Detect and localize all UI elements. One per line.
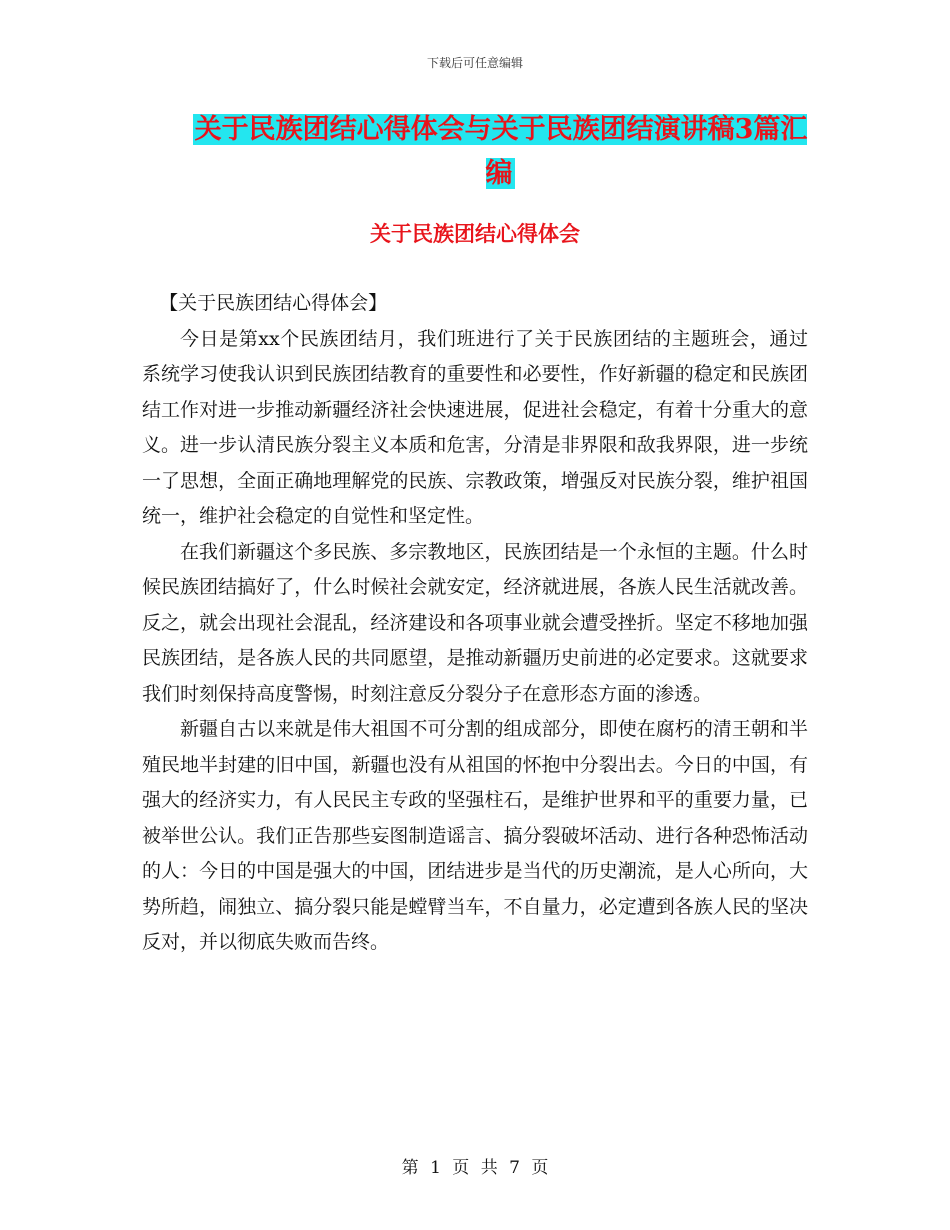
subsection-label: 【关于民族团结心得体会】: [159, 292, 388, 314]
document-title-text: 关于民族团结心得体会与关于民族团结演讲稿3篇汇编: [194, 114, 808, 189]
header-note: 下载后可任意编辑: [426, 56, 523, 70]
body-paragraph-3: 新疆自古以来就是伟大祖国不可分割的组成部分，即使在腐朽的清王朝和半殖民地半封建的旧中国，新疆也没有从祖国的怀抱中分裂出去。今日的中国，有强大的经济实力，有人民民主专政的坚强柱石，是维护世界和平的重要力量，已被举世公认。我们正告那些妄图制造谣言、搞分裂破坏活动、进行各种恐怖活动的人：今日的中国是强大的中国，团结进步是当代的历史潮流，是人心所向，大势所趋，闹独立、搞分裂只能是螳臂当车，不自量力，必定遭到各族人民的坚决反对，并以彻底失败而告终。: [142, 718, 808, 953]
document-body: [142, 286, 808, 961]
body-paragraph-1: 今日是第xx个民族团结月，我们班进行了关于民族团结的主题班会，通过系统学习使我认识到民族团结教育的重要性和必要性，作好新疆的稳定和民族团结工作对进一步推动新疆经济社会快速进展，促进社会稳定，有着十分重大的意义。进一步认清民族分裂主义本质和危害，分清是非界限和敌我界限，进一步统一了思想，全面正确地理解党的民族、宗教政策，增强反对民族分裂，维护祖国统一，维护社会稳定的自觉性和坚定性。: [142, 327, 808, 527]
body-paragraph-2: 在我们新疆这个多民族、多宗教地区，民族团结是一个永恒的主题。什么时候民族团结搞好了，什么时候社会就安定，经济就进展，各族人民生活就改善。反之，就会出现社会混乱，经济建设和各项事业就会遭受挫折。坚定不移地加强民族团结，是各族人民的共同愿望，是推动新疆历史前进的必定要求。这就要求我们时刻保持高度警惕，时刻注意反分裂分子在意形态方面的渗透。: [142, 540, 808, 705]
page-footer: 第 1 页 共 7 页: [401, 1158, 549, 1178]
section-title: 关于民族团结心得体会: [370, 221, 580, 246]
document-title: [190, 108, 810, 196]
